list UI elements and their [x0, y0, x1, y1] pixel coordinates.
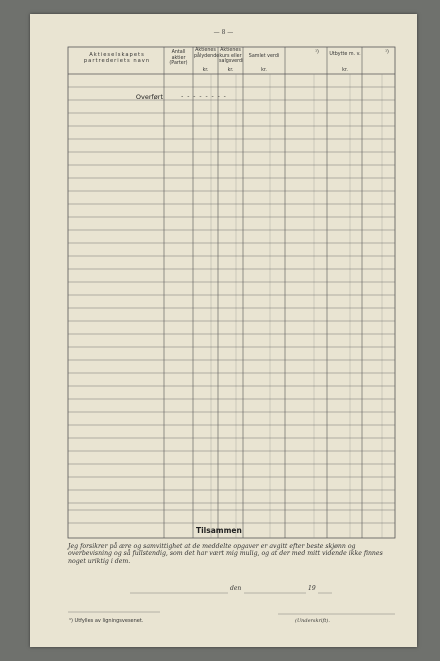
date-label: den [230, 585, 242, 592]
header-market-value: Aktienes kurs eller salgsverdi [219, 48, 244, 65]
header-market-value-unit: kr. [227, 68, 234, 73]
declaration-text: Jeg forsikrer på ære og samvittighet at de meddelte opgaver er avgitt efter beste skjønn og overbevisning og så fullstendig, som det har vært mig mulig, og at der med mitt vidende ikke finnes noget uriktig i dem. [68, 543, 383, 565]
header-dividend-unit: kr. [342, 68, 348, 73]
header-nominal-value-unit: kr. [202, 68, 209, 73]
page-number: — 8 — [213, 29, 234, 36]
header-nominal-value: Aktienes pålydende [194, 48, 220, 59]
header-total-value: Samlet verdi [248, 54, 280, 59]
carried-forward-label: Overført [135, 93, 163, 101]
carried-forward-dots: - - - - - - - - [181, 93, 227, 100]
header-footnote-mark-1: ¹) [315, 50, 319, 55]
header-dividend: Utbytte m. v. [329, 52, 361, 57]
footnote-text: ¹) Utfylles av ligningsvesenet. [69, 618, 144, 624]
year-label: 19 [308, 585, 316, 592]
header-company-name: Aktieselskapets partrederiets navn [83, 52, 151, 65]
signature-label: (Underskrift). [295, 618, 330, 624]
header-footnote-mark-2: ¹) [385, 50, 389, 55]
header-total-value-unit: kr. [261, 68, 267, 73]
form-sheet [30, 14, 417, 647]
total-label: Tilsammen [196, 526, 242, 535]
header-share-count: Antall aktier (Parter) [169, 50, 188, 67]
